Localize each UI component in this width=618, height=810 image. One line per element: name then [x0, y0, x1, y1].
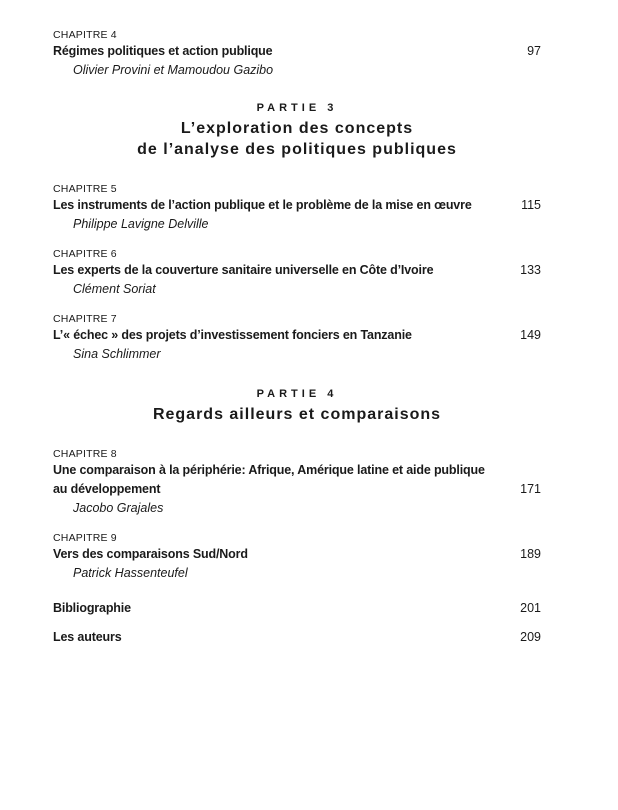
page-number: 201	[520, 601, 541, 615]
part-4-heading	[53, 386, 541, 425]
page-number: 115	[521, 198, 541, 212]
page-number: 149	[520, 328, 541, 342]
chapter-author: Philippe Lavigne Delville	[73, 217, 209, 231]
page-number: 97	[527, 44, 541, 58]
chapter-title: Régimes politiques et action publique	[53, 44, 273, 58]
part-label: PARTIE 4	[256, 388, 338, 400]
chapter-5-entry[interactable]	[53, 182, 541, 234]
authors-title: Les auteurs	[53, 630, 122, 644]
chapter-9-entry[interactable]	[53, 531, 541, 583]
page-number: 171	[520, 482, 541, 496]
chapter-author: Jacobo Grajales	[73, 501, 164, 515]
chapter-title-line-1: Une comparaison à la périphérie: Afrique, Amérique latine et aide publique	[53, 463, 485, 477]
part-3-heading	[53, 100, 541, 160]
chapter-6-entry[interactable]	[53, 247, 541, 299]
chapter-title: Les experts de la couverture sanitaire universelle en Côte d’Ivoire	[53, 263, 434, 277]
chapter-7-entry[interactable]	[53, 312, 541, 364]
bibliography-entry[interactable]	[53, 599, 541, 618]
part-label: PARTIE 3	[256, 102, 338, 114]
page-number: 189	[520, 547, 541, 561]
chapter-author: Sina Schlimmer	[73, 347, 161, 361]
chapter-title: Vers des comparaisons Sud/Nord	[53, 547, 248, 561]
chapter-author: Patrick Hassenteufel	[73, 566, 188, 580]
chapter-label: CHAPITRE 5	[53, 183, 117, 195]
page-number: 133	[520, 263, 541, 277]
bibliography-title: Bibliographie	[53, 601, 131, 615]
chapter-label: CHAPITRE 8	[53, 448, 117, 460]
chapter-author: Clément Soriat	[73, 282, 156, 296]
chapter-8-entry[interactable]	[53, 447, 541, 518]
chapter-author: Olivier Provini et Mamoudou Gazibo	[73, 63, 274, 77]
chapter-label: CHAPITRE 4	[53, 29, 117, 41]
chapter-label: CHAPITRE 7	[53, 313, 117, 325]
chapter-label: CHAPITRE 9	[53, 532, 117, 544]
chapter-title: Les instruments de l’action publique et le problème de la mise en œuvre	[53, 198, 472, 212]
part-title: Regards ailleurs et comparaisons	[152, 406, 442, 423]
chapter-title-line-2: au développement	[53, 482, 161, 496]
page-number: 209	[520, 630, 541, 644]
part-title-line-2: de l’analyse des politiques publiques	[137, 141, 457, 158]
part-title-line-1: L’exploration des concepts	[180, 120, 414, 137]
chapter-title: L’« échec » des projets d’investissement fonciers en Tanzanie	[53, 328, 412, 342]
chapter-4-entry[interactable]	[53, 28, 541, 80]
chapter-label: CHAPITRE 6	[53, 248, 117, 260]
authors-entry[interactable]	[53, 628, 541, 647]
table-of-contents	[53, 28, 541, 657]
